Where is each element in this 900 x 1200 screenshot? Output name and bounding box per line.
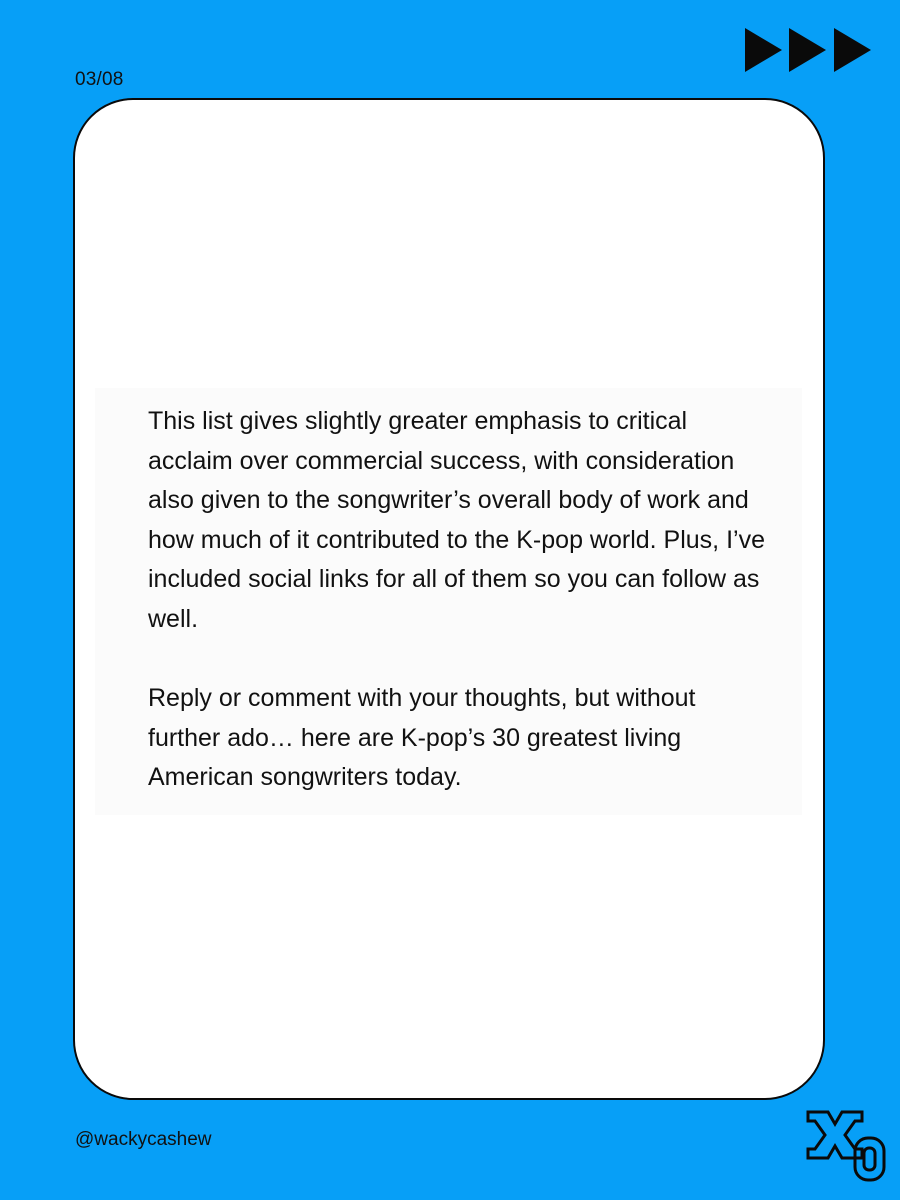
intro-paragraph: This list gives slightly greater emphasis to critical acclaim over commercial success, with consideration also given to the songwriter’s overall body of work and how much of it contributed to the K-pop world. Plus, I’ve included social links for all of them so you can follow as well. — [148, 407, 765, 633]
xo-monogram-logo — [806, 1108, 886, 1182]
closing-paragraph: Reply or comment with your thoughts, but without further ado… here are K-pop’s 30 greatest living American songwriters today. — [148, 684, 696, 792]
page-counter: 03/08 — [75, 69, 124, 90]
fast-forward-triangles-icon — [745, 28, 873, 72]
author-handle: @wackycashew — [75, 1129, 212, 1150]
body-text — [148, 402, 768, 798]
